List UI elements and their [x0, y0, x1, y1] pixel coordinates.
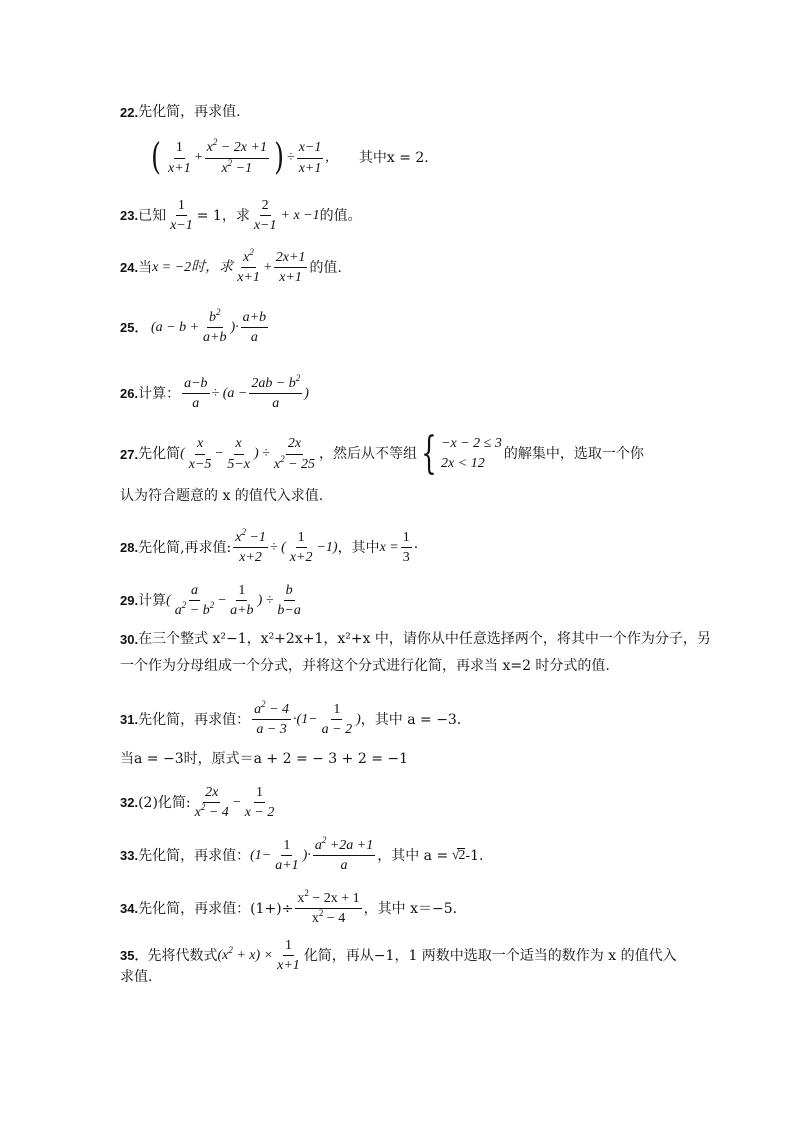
problem-text: 一个作为分母组成一个分式，并将这个分式进行化简，再求当 x=2 时分式的值.	[120, 658, 610, 674]
problem-text: 先化简，再求值：	[138, 711, 251, 728]
problem-text: 先化简	[138, 446, 181, 462]
problem-text: ，其中 a =	[377, 847, 449, 864]
problem-number: 28.	[120, 540, 139, 556]
problem-number: 23.	[120, 208, 139, 224]
problem-30-continued	[120, 659, 694, 673]
problem-32: 32. (2)化简: $\frac{2x}{x^2 - 4}$ − $\frac{1}{x - 2}$	[120, 785, 275, 821]
problem-text: 化简，再从−1，1 两数中选取一个适当的数作为 x 的值代入	[303, 947, 677, 964]
problem-text: 的值.	[309, 259, 342, 276]
problem-number: 35．	[120, 948, 148, 964]
problem-number: 22.	[120, 104, 139, 120]
problem-28: 28. 先化简,再求值: $\frac{x^2 -1}{x+2}$ ÷ ( $\frac{1}{x+2}$ −1) ，其中 x = $\frac{1}{3}$ ·	[120, 527, 419, 566]
problem-number: 34.	[120, 901, 139, 917]
problem-text: 计算	[138, 592, 167, 609]
problem-number: 33.	[120, 848, 139, 864]
problem-text: 的值。	[319, 207, 362, 224]
problem-text: ·	[413, 539, 419, 556]
problem-text: 先将代数式	[147, 947, 218, 964]
problem-text: 先化简，再求值.	[138, 104, 241, 120]
problem-number: 24.	[120, 260, 139, 276]
problem-number: 32.	[120, 795, 139, 811]
problem-24: 24. 当 x = −2时，求 $\frac{x^2}{x+1}$ + $\frac{2x+1}{x+1}$ 的值.	[120, 247, 342, 286]
problem-text: ，其中 a = −3．	[360, 711, 471, 728]
answer-text: 当a = −3时，原式＝a + 2 = − 3 + 2 = −1	[120, 751, 409, 767]
problem-33: 33. 先化简，再求值： (1− $\frac{1}{a+1}$ )· $\frac{a^2 +2a +1}{a}$ ，其中 a = √2 -1.	[120, 835, 484, 874]
problem-27: 27. 先化简 ( $\frac{x}{x-5}$ − $\frac{x}{5-x}$ ) ÷ $\frac{2x}{x^2 - 25}$ ，然后从不等组 { −x − 2 ≤ 3 2x < 12 的解集中，选取一个你	[120, 428, 644, 479]
problem-35-continued	[120, 970, 694, 984]
problem-26: 26. 计算： $\frac{a-b}{a}$ ÷ (a − $\frac{2ab - b^2}{a}$ )	[120, 373, 309, 412]
problem-text: 先化简，再求值：(1+)÷	[138, 900, 294, 917]
problem-31: 31. 先化简，再求值： $\frac{a^2 - 4}{a - 3}$ ·(1− $\frac{1}{a - 2}$ ) ，其中 a = −3．	[120, 699, 471, 738]
problem-text: 的解集中，选取一个你	[503, 446, 644, 462]
problem-number: 27.	[120, 446, 139, 462]
problem-text: 求值.	[120, 969, 153, 985]
problem-text: ，其中 x＝−5．	[363, 900, 467, 917]
problem-30	[120, 631, 711, 647]
problem-number: 31.	[120, 712, 139, 728]
problem-text: 在三个整式 x²−1，x²+2x+1，x²+x 中，请你从中任意选择两个，将其中一个作为分子，另	[138, 631, 711, 647]
problem-text: = 1，求	[196, 207, 250, 224]
problem-31-answer	[120, 752, 694, 766]
problem-text: 当	[138, 259, 153, 276]
problem-text: -1.	[465, 847, 484, 864]
problem-condition: x = −2时，求	[152, 259, 234, 275]
problem-text: 计算：	[138, 385, 181, 402]
problem-text: 认为符合题意的 x 的值代入求值.	[120, 488, 324, 504]
problem-text: ，其中	[337, 539, 380, 556]
problem-text: ，然后从不等组	[319, 446, 418, 462]
problem-number: 30.	[120, 631, 139, 647]
problem-22	[120, 105, 694, 119]
problem-number: 29.	[120, 593, 139, 609]
problem-number: 25．	[120, 320, 148, 336]
given-value: 其中x = 2.	[358, 150, 429, 166]
problem-29: 29. 计算 ( $\frac{a}{a^2 - b^2}$ − $\frac{1}{a+b}$ ) ÷ $\frac{b}{b-a}$	[120, 583, 301, 619]
problem-text: (2)化简:	[138, 794, 191, 811]
problem-25: 25． (a − b + $\frac{b^2}{a+b}$ )· $\frac{a+b}{a}$	[120, 307, 267, 346]
problem-text: 先化简,再求值:	[138, 539, 232, 556]
problem-22-expression: ( $\frac{1}{x+1}$ + $\frac{x^2 - 2x +1}{x^2 -1}$ ) ÷ $\frac{x-1}{x+1}$ , 其中x = 2.	[151, 137, 429, 178]
problem-text: 已知	[138, 207, 167, 224]
problem-27-continued	[120, 489, 694, 503]
problem-number: 26.	[120, 386, 139, 402]
problem-35: 35． 先将代数式 $(x^2 + x)$ × $\frac{1}{x+1}$ 化简，再从−1，1 两数中选取一个适当的数作为 x 的值代入	[120, 938, 677, 974]
problem-text: 先化简，再求值：	[138, 847, 251, 864]
problem-23: 23. 已知 $\frac{1}{x-1}$ = 1，求 $\frac{2}{x-1}$ + x −1 的值。	[120, 198, 362, 234]
problem-34: 34. 先化简，再求值：(1+)÷ $\frac{x^2 - 2x + 1}{x^2 - 4}$ ，其中 x＝−5．	[120, 888, 467, 927]
